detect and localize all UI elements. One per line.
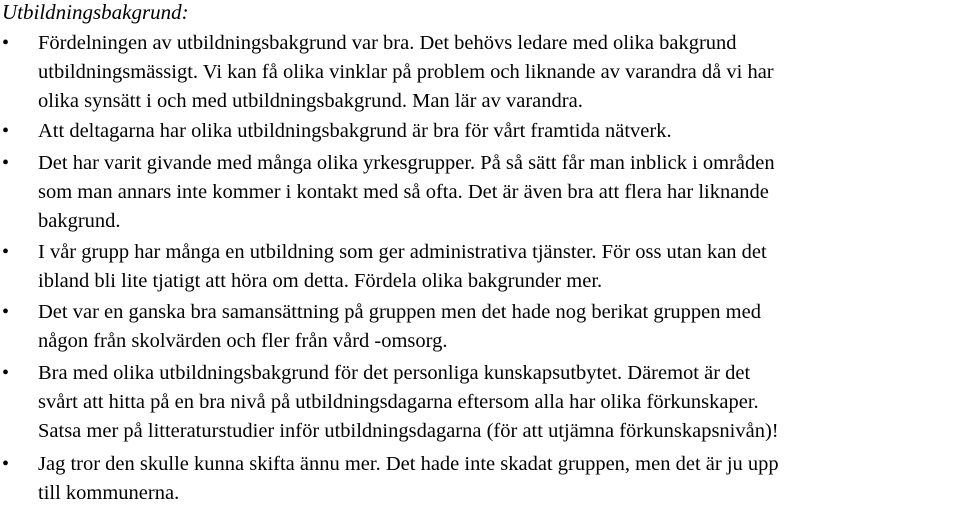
list-item-text: [38, 149, 959, 236]
text-line: Fördelningen av utbildningsbakgrund var bra. Det behövs ledare med olika bakgrund: [38, 32, 737, 54]
section-heading: Utbildningsbakgrund:: [2, 0, 189, 24]
list-item-text: [38, 117, 959, 146]
text-line: Jag tror den skulle kunna skifta ännu mer. Det hade inte skadat gruppen, men det är ju upp: [38, 453, 779, 475]
text-line: Bra med olika utbildningsbakgrund för det personliga kunskapsutbytet. Däremot är det: [38, 362, 751, 384]
text-line: någon från skolvärden och fler från vård -omsorg.: [38, 330, 448, 352]
text-line: svårt att hitta på en bra nivå på utbildningsdagarna eftersom alla har olika förkunskaper.: [38, 391, 759, 413]
bullet-icon: •: [2, 301, 10, 323]
text-line: Det var en ganska bra samansättning på gruppen men det hade nog berikat gruppen med: [38, 301, 761, 323]
list-item-text: [38, 298, 959, 356]
bullet-icon: •: [2, 453, 10, 475]
bullet-icon: •: [2, 362, 10, 384]
list-item-text: [38, 359, 959, 446]
text-line: utbildningsmässigt. Vi kan få olika vinklar på problem och liknande av varandra då vi har: [38, 61, 774, 83]
text-line: olika synsätt i och med utbildningsbakgrund. Man lär av varandra.: [38, 90, 583, 112]
text-line: som man annars inte kommer i kontakt med så ofta. Det är även bra att flera har liknande: [38, 181, 769, 203]
text-line: ibland bli lite tjatigt att höra om detta. Fördela olika bakgrunder mer.: [38, 270, 603, 292]
text-line: till kommunerna.: [38, 482, 180, 504]
text-line: I vår grupp har många en utbildning som ger administrativa tjänster. För oss utan kan det: [38, 241, 767, 263]
bullet-icon: •: [2, 32, 10, 54]
text-line: Satsa mer på litteraturstudier inför utbildningsdagarna (för att utjämna förkunskapsnivån)!: [38, 420, 779, 442]
bullet-icon: •: [2, 152, 10, 174]
bullet-icon: •: [2, 120, 10, 142]
text-line: Det har varit givande med många olika yrkesgrupper. På så sätt får man inblick i områden: [38, 152, 775, 174]
text-line: bakgrund.: [38, 210, 121, 232]
text-line: Att deltagarna har olika utbildningsbakgrund är bra för vårt framtida nätverk.: [38, 120, 672, 142]
list-item-text: [38, 238, 959, 296]
bullet-icon: •: [2, 241, 10, 263]
list-item-text: [38, 450, 959, 508]
list-item-text: [38, 29, 959, 116]
